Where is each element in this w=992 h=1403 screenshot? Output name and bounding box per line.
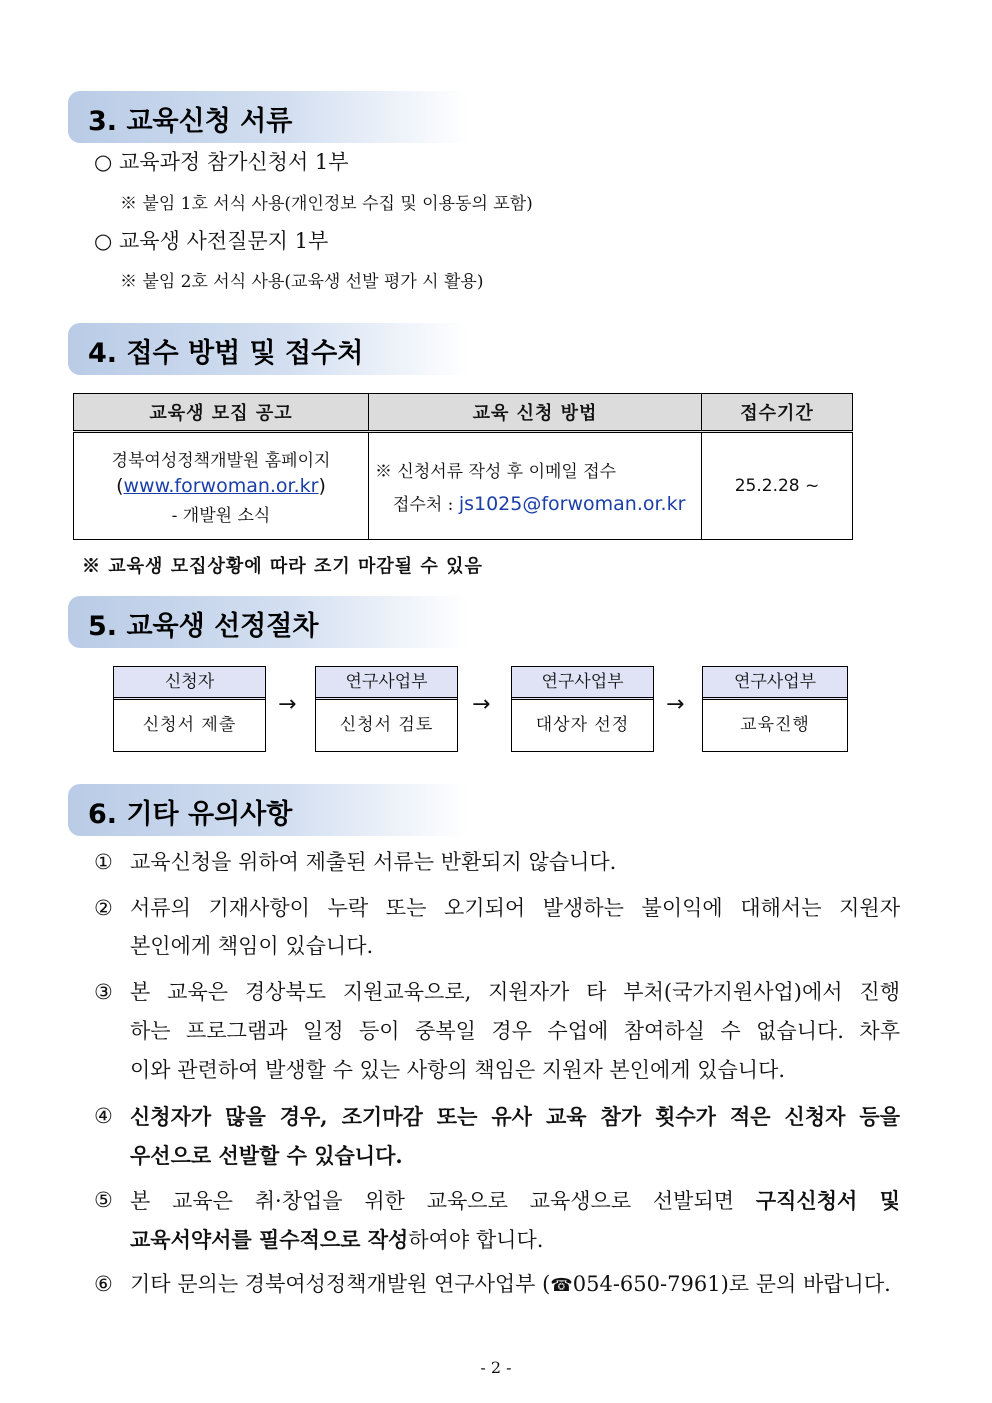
- sec4-note: ※ 교육생 모집상황에 따라 조기 마감될 수 있음: [82, 556, 483, 577]
- cell-method: [369, 432, 702, 540]
- th-notice: 교육생 모집 공고: [74, 394, 369, 432]
- item-5-bold-2: 교육서약서를 필수적으로 작성: [130, 1227, 409, 1252]
- item-3-line-3: 이와 관련하여 발생할 수 있는 사항의 책임은 지원자 본인에게 있습니다.: [130, 1058, 786, 1082]
- flow-step-3-head: 연구사업부: [512, 667, 653, 700]
- flow-step-1: [113, 666, 266, 752]
- notice-line3: - 개발원 소식: [171, 506, 271, 526]
- notice-line2: [75, 475, 367, 497]
- section-4-header: [68, 323, 468, 375]
- item-6-number: ⑥: [94, 1272, 113, 1296]
- section-6-header: [68, 784, 468, 836]
- item-4-number: ④: [94, 1104, 113, 1128]
- sec3-note-1: ※ 붙임 1호 서식 사용(개인정보 수집 및 이용동의 포함): [120, 194, 533, 214]
- item-1-number: ①: [94, 850, 113, 874]
- sec3-bullet-1: ○ 교육과정 참가신청서 1부: [94, 150, 349, 174]
- flow-arrow-2: →: [472, 692, 491, 717]
- method-line2: [375, 490, 700, 515]
- item-6-pre: 기타 문의는 경북여성정책개발원 연구사업부 (: [130, 1272, 551, 1296]
- sec3-note-2: ※ 붙임 2호 서식 사용(교육생 선발 평가 시 활용): [120, 272, 484, 292]
- item-6-phone: 054-650-7961: [572, 1272, 721, 1296]
- url-open: (: [116, 475, 124, 497]
- item-2-line-2: 본인에게 책임이 있습니다.: [130, 934, 374, 958]
- item-4-line-1: 신청자가 많을 경우, 조기마감 또는 유사 교육 참가 횟수가 적은 신청자 등을: [130, 1104, 900, 1129]
- flow-step-4: [702, 666, 848, 752]
- flow-step-3-body: 대상자 선정: [535, 715, 630, 735]
- item-1-text: 교육신청을 위하여 제출된 서류는 반환되지 않습니다.: [130, 850, 617, 874]
- cell-notice: [74, 432, 369, 540]
- page-number: - 2 -: [480, 1358, 512, 1377]
- th-period: 접수기간: [702, 394, 853, 432]
- flow-step-4-head: 연구사업부: [703, 667, 847, 700]
- flow-step-1-body: 신청서 제출: [142, 715, 237, 735]
- email-link[interactable]: js1025@forwoman.or.kr: [458, 493, 686, 515]
- item-5-number: ⑤: [94, 1188, 113, 1212]
- section-5-header: [68, 596, 468, 648]
- sec3-bullet-2: ○ 교육생 사전질문지 1부: [94, 229, 329, 253]
- item-5-bold-1: 구직신청서 및: [755, 1188, 900, 1213]
- flow-step-2-body: 신청서 검토: [339, 715, 434, 735]
- flow-step-2-head: 연구사업부: [316, 667, 457, 700]
- section-6-title: 6. 기타 유의사항: [88, 799, 293, 830]
- item-2-number: ②: [94, 896, 113, 920]
- method-label: 접수처 :: [393, 495, 459, 515]
- section-3-header: [68, 91, 468, 143]
- section-3-title: 3. 교육신청 서류: [88, 106, 293, 137]
- section-5-title: 5. 교육생 선정절차: [88, 611, 319, 642]
- item-2-line-1: 서류의 기재사항이 누락 또는 오기되어 발생하는 불이익에 대해서는 지원자: [130, 896, 900, 920]
- item-5-line-2: [130, 1220, 543, 1260]
- flow-step-3: [511, 666, 654, 752]
- th-method: 교육 신청 방법: [369, 394, 702, 432]
- flow-step-4-body: 교육진행: [740, 715, 810, 735]
- phone-icon: ☎: [550, 1275, 573, 1296]
- homepage-link[interactable]: www.forwoman.or.kr: [123, 475, 319, 497]
- method-line1: ※ 신청서류 작성 후 이메일 접수: [375, 462, 617, 482]
- item-3-line-2: 하는 프로그램과 일정 등이 중복일 경우 수업에 참여하실 수 없습니다. 차후: [130, 1019, 900, 1043]
- item-4-line-2: 우선으로 선발할 수 있습니다.: [130, 1143, 403, 1168]
- cell-period: 25.2.28 ~: [702, 432, 853, 540]
- reception-table: [73, 393, 853, 540]
- item-5-plain-1: 본 교육은 취·창업을 위한 교육으로 교육생으로 선발되면: [130, 1189, 756, 1213]
- item-5-plain-2: 하여야 합니다.: [408, 1228, 544, 1252]
- flow-step-1-head: 신청자: [114, 667, 265, 700]
- flow-arrow-1: →: [278, 692, 297, 717]
- notice-line1: 경북여성정책개발원 홈페이지: [111, 451, 331, 471]
- section-4-title: 4. 접수 방법 및 접수처: [88, 338, 364, 369]
- item-6-text: [130, 1265, 891, 1305]
- url-close: ): [318, 475, 326, 497]
- item-6-post: )로 문의 바랍니다.: [720, 1272, 891, 1296]
- item-5-line-1: [130, 1181, 900, 1221]
- item-3-line-1: 본 교육은 경상북도 지원교육으로, 지원자가 타 부처(국가지원사업)에서 진행: [130, 980, 900, 1004]
- flow-step-2: [315, 666, 458, 752]
- item-3-number: ③: [94, 980, 113, 1004]
- flow-arrow-3: →: [666, 692, 685, 717]
